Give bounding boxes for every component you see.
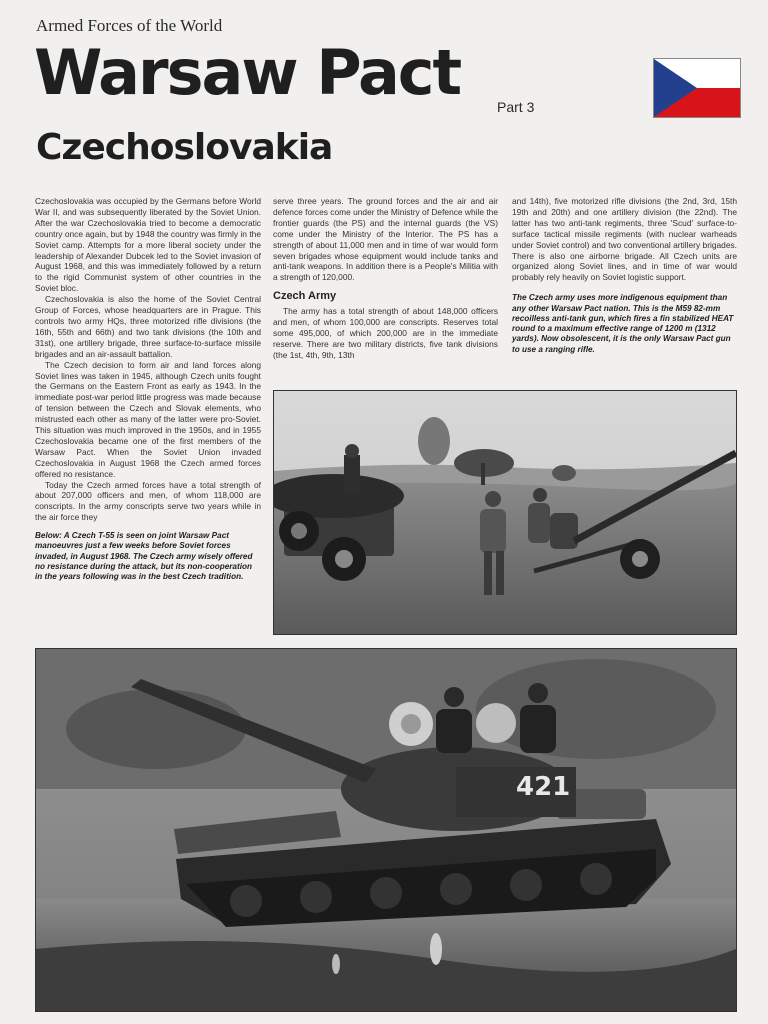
column-3 xyxy=(512,196,737,355)
czechoslovakia-flag xyxy=(653,58,741,118)
part-label: Part 3 xyxy=(497,99,535,115)
column-1 xyxy=(35,196,261,583)
series-title: Armed Forces of the World xyxy=(36,16,223,35)
paragraph: The Czech decision to form air and land forces along Soviet lines was taken in 1945, although Czech units fought the Germans on the Eastern Front as early as 1943. In the immediate post-war period little progress was made because of tension between the Czech and Slovak elements, who mistrusted each other as many of the latter were pro-Soviet. This situation was much improved in the 1950s, and in 1955 Czechoslovakia became one of the first members of the Warsaw Pact. When the Soviet Union invaded Czechoslovakia in August 1968 the Czech armed forces offered no resistance. xyxy=(35,359,261,479)
paragraph: Czechoslovakia was occupied by the Germans before World War II, and was subsequently liberated by the Soviet Union. After the war Czechoslovakia tried to become a democratic country once again, but by 1948 the country was firmly in the Soviet camp. Attempts for a more liberal society under the leadership of Alexander Dubcek led to the Soviet invasion of August 1968, and this was immediately followed by a return to the rigid Communist system of other countries in the Soviet bloc. xyxy=(35,196,261,294)
t55-tank-photo xyxy=(35,648,737,1012)
paragraph: Czechoslovakia is also the home of the Soviet Central Group of Forces, whose headquarters are in Prague. This controls two army HQs, three motorized rifle divisions (the 16th, 55th and 66th) and two tank divisions (the 10th and 31st), one artillery brigade, three surface-to-surface missile brigades and an air-assault battalion. xyxy=(35,294,261,359)
paragraph: The army has a total strength of about 148,000 officers and men, of whom 100,000 are conscripts. Reserves total some 495,000, of which 200,000 are in the immediate reserve. There are two military districts, five tank divisions (the 1st, 4th, 9th, 13th xyxy=(273,306,498,360)
section-heading: Czech Army xyxy=(273,290,337,303)
column-2 xyxy=(273,196,498,361)
country-title: Czechoslovakia xyxy=(36,127,333,168)
anti-tank-gun-photo xyxy=(273,390,737,635)
paragraph: serve three years. The ground forces and the air and air defence forces come under the Ministry of Defence while the frontier guards (the PS) and the internal guards (the VS) come under the Ministry of the Interior. The PS has a strength of about 11,000 men and in time of war would form seven brigades whose equipment would include tanks and anti-tank weapons. In addition there is a People's Militia with a strength of 120,000. xyxy=(273,196,498,283)
tank-photo-caption: Below: A Czech T-55 is seen on joint Warsaw Pact manoeuvres just a few weeks before Soviet forces invaded, in August 1968. The Czech army wisely offered no resistance during the attack, but its non-cooperation in the years following was in the best Czech tradition. xyxy=(35,531,253,582)
gun-photo-caption: The Czech army uses more indigenous equipment than any other Warsaw Pact nation. This is the M59 82-mm recoilless anti-tank gun, which fires a fin stabilized HEAT round to a maximum effective range of 1200 m (1312 yards). Now obsolescent, it is the only Warsaw Pact gun to use a ranging rifle. xyxy=(512,293,734,354)
paragraph: Today the Czech armed forces have a total strength of about 207,000 officers and men, of whom 118,000 are conscripts. In the army conscripts serve two years while in the air force they xyxy=(35,479,261,523)
page-title: Warsaw Pact xyxy=(34,36,461,109)
paragraph: and 14th), five motorized rifle divisions (the 2nd, 3rd, 15th 19th and 20th) and one artillery division (the 22nd). The latter has two anti-tank regiments, three 'Scud' surface-to-surface tactical missile regiments (with nuclear warheads under Soviet control) and two conventional artillery brigades. There is also one airborne brigade. All Czech units are organized along Soviet lines, and in time of war would probably rely heavily on Soviet logistic support. xyxy=(512,196,737,283)
tank-number: 421 xyxy=(516,772,571,802)
